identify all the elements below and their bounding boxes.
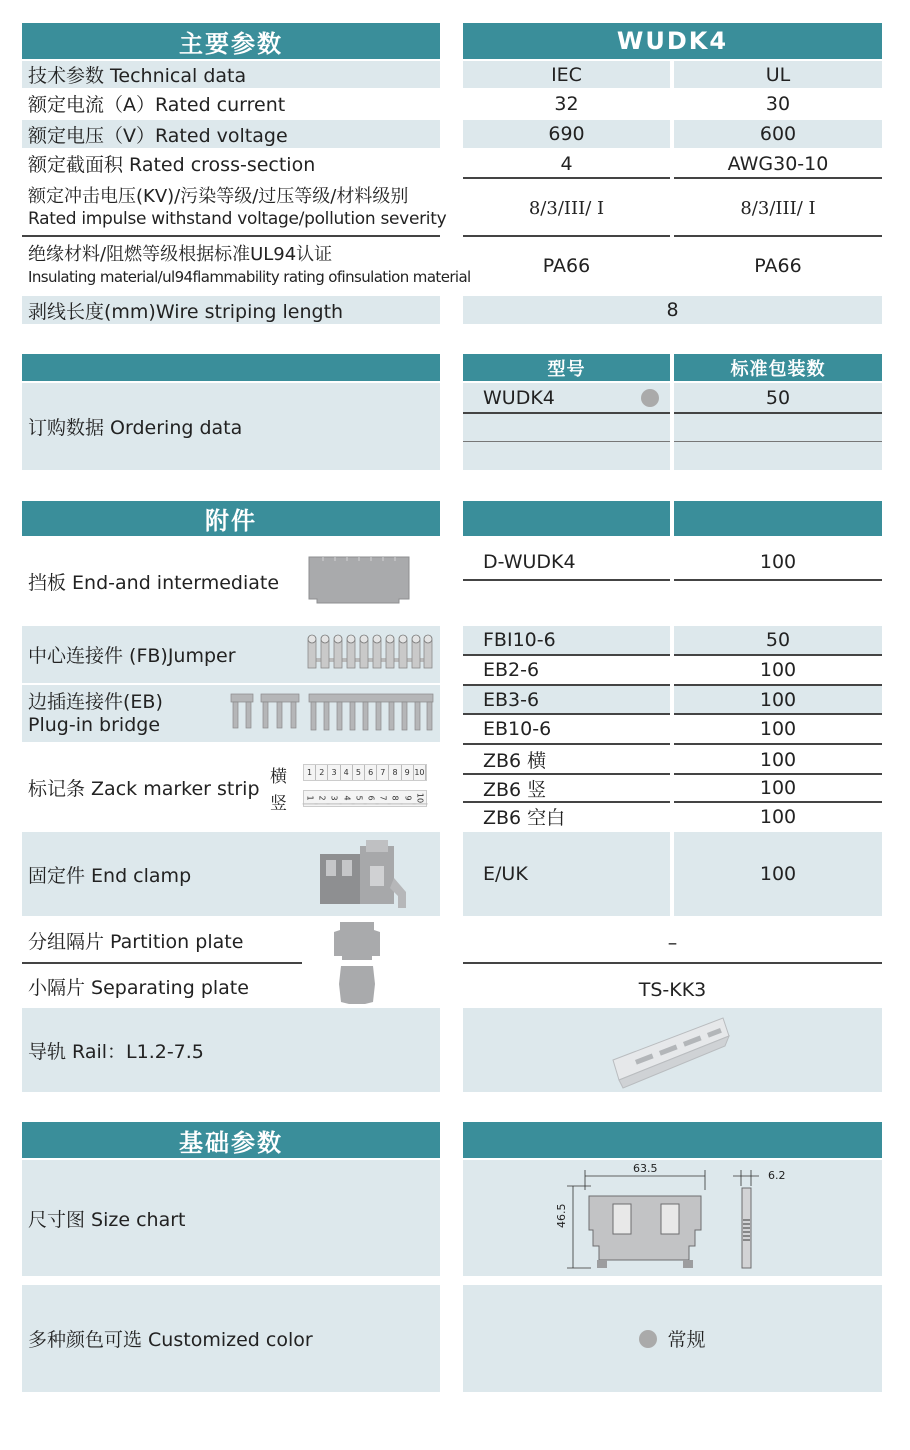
divider [463, 235, 670, 237]
acc-label: 中心连接件 (FB)Jumper [28, 645, 236, 667]
value: 690 [548, 123, 585, 145]
param-label: 剥线长度(mm)Wire striping length [28, 300, 344, 323]
value: PA66 [754, 255, 802, 277]
qty: 50 [765, 387, 791, 409]
end-plate-image [305, 553, 413, 605]
voltage-iec [463, 120, 670, 148]
marker-cell: 1 [303, 792, 318, 804]
divider [674, 412, 882, 414]
separating-plate-image [337, 964, 377, 1006]
param-label-cn: 绝缘材料/阻燃等级根据标准UL94认证 [28, 244, 333, 265]
accessories-header-col1 [463, 501, 670, 536]
basic-params-title: 基础参数 [179, 1128, 283, 1157]
marker-cell: 4 [339, 792, 354, 804]
acc-eb3-qty [674, 686, 882, 713]
basic-params-header [22, 1122, 440, 1158]
acc-zb6-h-qty [674, 746, 882, 773]
color-row [22, 1285, 440, 1392]
impulse-ul [674, 182, 882, 234]
divider [463, 177, 670, 179]
param-row-technical [22, 61, 440, 88]
marker-vertical-label: 竖 [270, 794, 287, 814]
color-dot [641, 389, 659, 407]
marker-cell: 10 [414, 765, 426, 780]
marker-cell: 8 [389, 765, 401, 780]
param-row-strip-length [22, 296, 440, 324]
acc-label: 小隔片 Separating plate [28, 976, 249, 999]
model: ZB6 空白 [483, 807, 566, 829]
model: EB10-6 [483, 718, 552, 740]
rail-image-cell [463, 1008, 882, 1092]
ordering-label-cell [22, 383, 440, 470]
end-clamp-image [318, 838, 413, 912]
accessories-header-col2 [674, 501, 882, 536]
acc-end-clamp-model [463, 832, 670, 916]
divider [22, 235, 440, 237]
qty: 50 [765, 629, 791, 651]
acc-zb6-h-model [463, 746, 670, 773]
acc-label: 固定件 End clamp [28, 864, 192, 887]
dim-width-label: 63.5 [633, 1162, 658, 1175]
model: ZB6 竖 [483, 778, 547, 801]
marker-cell: 5 [353, 765, 365, 780]
param-label: 额定电流（A）Rated current [28, 94, 286, 116]
divider [463, 441, 670, 442]
product-header [463, 23, 882, 59]
acc-label: 导轨 Rail：L1.2-7.5 [28, 1040, 204, 1063]
divider [463, 743, 670, 745]
marker-strip-horizontal [303, 764, 427, 781]
acc-zb6-v-model [463, 775, 670, 801]
marker-cell: 10 [412, 792, 427, 804]
acc-separating-plate [22, 966, 302, 1006]
model: WUDK4 [483, 387, 555, 409]
divider [674, 441, 882, 442]
size-chart-row [22, 1160, 440, 1276]
main-params-title: 主要参数 [179, 29, 283, 58]
value: PA66 [542, 255, 591, 277]
cross-iec [463, 150, 670, 177]
ordering-col-pack [674, 354, 882, 381]
dim-thick-label: 6.2 [768, 1169, 786, 1182]
qty: 100 [759, 688, 797, 711]
model: E/UK [483, 863, 528, 885]
accessories-header [22, 501, 440, 536]
acc-jumper-qty [674, 626, 882, 654]
value: 8/3/III/ I [740, 197, 816, 219]
iec-label: IEC [551, 63, 582, 86]
marker-cell: 2 [315, 792, 330, 804]
acc-separating-plate-value [463, 972, 882, 1008]
value: 8/3/III/ I [528, 197, 605, 219]
size-chart-label: 尺寸图 Size chart [28, 1208, 186, 1231]
divider [463, 962, 882, 964]
marker-cell: 3 [327, 792, 342, 804]
marker-cell: 7 [376, 792, 391, 804]
voltage-ul [674, 120, 882, 148]
acc-eb3-model [463, 686, 670, 713]
current-iec [463, 89, 670, 118]
param-label-cn: 额定冲击电压(KV)/污染等级/过压等级/材料级别 [28, 186, 409, 207]
qty: 100 [759, 805, 797, 828]
size-chart-cell [463, 1160, 882, 1276]
plug-bridge-image [229, 690, 435, 734]
model: ZB6 横 [483, 750, 547, 772]
acc-zb6-v-qty [674, 775, 882, 801]
acc-zb6-blank-qty [674, 803, 882, 830]
ul-label: UL [765, 63, 791, 86]
param-row-cross-section [22, 150, 440, 177]
param-label: 额定截面积 Rated cross-section [28, 154, 316, 176]
dim-height-label: 46.5 [555, 1203, 568, 1228]
acc-label-en: Plug-in bridge [28, 713, 161, 736]
color-label: 多种颜色可选 Customized color [28, 1329, 313, 1351]
ordering-header-left [22, 354, 440, 381]
acc-partition-plate-value [463, 924, 882, 962]
acc-zb6-blank-model [463, 803, 670, 830]
basic-params-header-right [463, 1122, 882, 1158]
acc-eb2-model [463, 656, 670, 684]
marker-cell: 9 [400, 792, 415, 804]
qty: 100 [759, 777, 797, 799]
insulation-ul [674, 241, 882, 291]
marker-cell: 8 [388, 792, 403, 804]
current-ul [674, 89, 882, 118]
marker-cell: 6 [364, 792, 379, 804]
acc-rail [22, 1008, 440, 1092]
acc-label: 挡板 End-and intermediate [28, 571, 280, 594]
divider [674, 177, 882, 179]
partition-plate-image [332, 920, 382, 962]
col-title: 标准包装数 [730, 358, 826, 380]
insulation-iec [463, 241, 670, 291]
param-row-current [22, 89, 440, 118]
main-params-header [22, 23, 440, 59]
param-row-voltage [22, 120, 440, 148]
accessories-title: 附件 [205, 507, 257, 535]
color-name: 常规 [667, 1329, 706, 1351]
param-label-en: Insulating material/ul94flammability rating ofinsulation material [28, 268, 471, 286]
value: 8 [666, 299, 679, 321]
acc-eb10-qty [674, 715, 882, 743]
color-cell [463, 1285, 882, 1392]
ul-header [674, 61, 882, 88]
marker-cell: 2 [316, 765, 328, 780]
divider [674, 235, 882, 237]
marker-cell: 9 [402, 765, 414, 780]
qty: 100 [759, 718, 797, 740]
acc-marker-strip [22, 746, 272, 828]
divider [674, 743, 882, 745]
divider [674, 579, 882, 581]
acc-end-clamp-qty [674, 832, 882, 916]
ordering-model [463, 384, 670, 412]
marker-horizontal-label: 横 [270, 767, 287, 787]
acc-eb2-qty [674, 656, 882, 684]
marker-strip-vertical [303, 790, 427, 807]
value: 4 [560, 152, 573, 175]
value: TS-KK3 [638, 979, 707, 1001]
size-chart-drawing [463, 1160, 882, 1276]
ordering-col-model [463, 354, 670, 381]
model: EB2-6 [483, 659, 540, 681]
product-title: WUDK4 [616, 27, 729, 55]
acc-label: 标记条 Zack marker strip [28, 777, 260, 800]
param-label: 技术参数 Technical data [28, 65, 247, 87]
qty: 100 [759, 748, 797, 771]
acc-label: 分组隔片 Partition plate [28, 930, 244, 953]
ordering-pack [674, 384, 882, 412]
divider [463, 579, 670, 581]
jumper-image [306, 634, 434, 674]
color-dot [639, 1330, 657, 1348]
cross-ul [674, 150, 882, 177]
marker-cell: 3 [328, 765, 340, 780]
impulse-iec [463, 182, 670, 234]
marker-cell: 7 [377, 765, 389, 780]
divider [22, 962, 302, 964]
model: EB3-6 [483, 688, 540, 711]
divider [463, 412, 670, 414]
param-row-impulse [22, 182, 447, 234]
acc-end-plate [22, 540, 302, 622]
strip-length-value [463, 296, 882, 324]
acc-jumper-model [463, 626, 670, 654]
ordering-label: 订购数据 Ordering data [28, 417, 243, 439]
param-row-insulation [22, 241, 471, 291]
model: FBI10-6 [483, 629, 556, 651]
acc-eb10-model [463, 715, 670, 743]
qty: 100 [759, 550, 797, 573]
acc-partition-plate [22, 920, 302, 960]
value: – [667, 932, 678, 954]
param-label-en: Rated impulse withstand voltage/pollution severity [28, 209, 447, 229]
iec-header [463, 61, 670, 88]
param-label: 额定电压（V）Rated voltage [28, 124, 288, 147]
qty: 100 [759, 863, 797, 885]
acc-label-cn: 边插连接件(EB) [28, 690, 163, 713]
marker-cell: 6 [365, 765, 377, 780]
col-title: 型号 [547, 358, 586, 380]
marker-cell: 1 [304, 765, 316, 780]
marker-cell: 4 [341, 765, 353, 780]
value: 600 [759, 123, 797, 145]
rail-image [463, 1008, 882, 1092]
value: AWG30-10 [727, 152, 829, 175]
value: 32 [554, 92, 579, 115]
value: 30 [765, 92, 791, 115]
qty: 100 [759, 659, 797, 681]
marker-cell: 5 [351, 792, 366, 804]
model: D-WUDK4 [483, 550, 576, 573]
acc-end-plate-model [463, 545, 670, 578]
acc-end-plate-qty [674, 545, 882, 578]
